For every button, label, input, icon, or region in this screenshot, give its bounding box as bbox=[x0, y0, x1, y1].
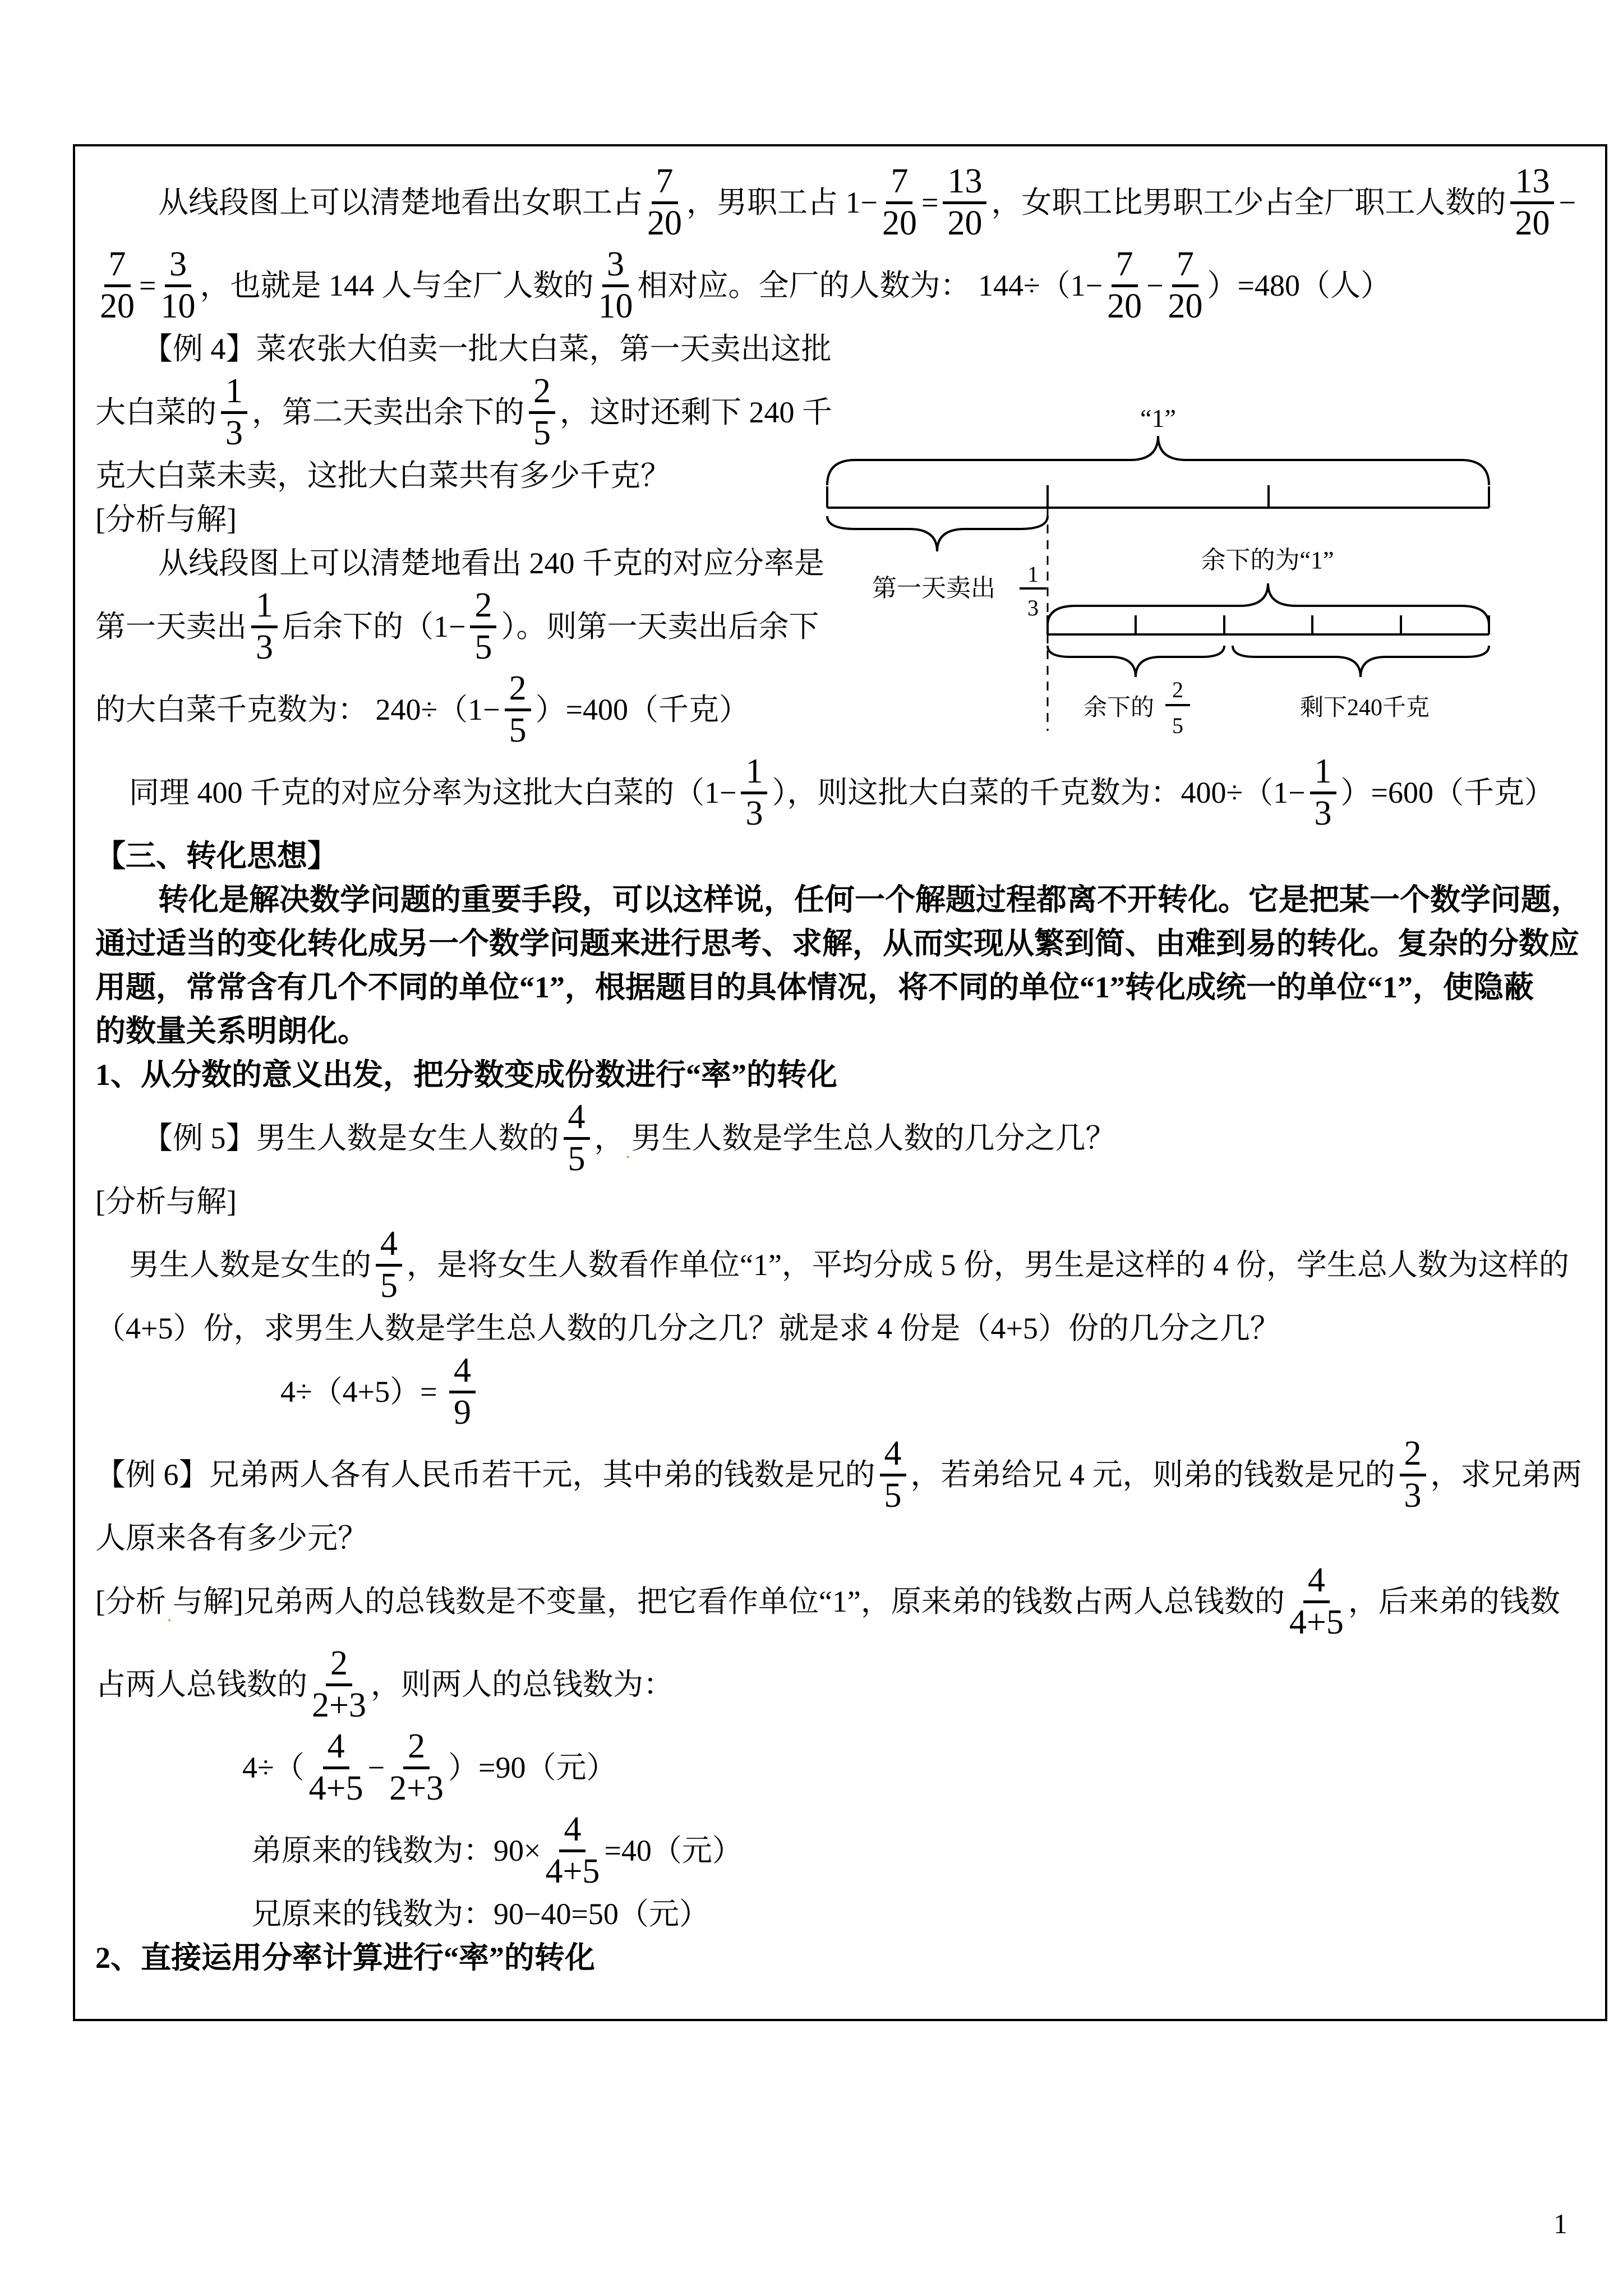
text-run: 与解]兄弟两人的总钱数是不变量，把它看作单位“1”，原来弟的钱数占两人总钱数的 bbox=[172, 1584, 1285, 1618]
text-run: ）。则第一天卖出后余下 bbox=[501, 609, 819, 643]
fraction-denominator: 3 bbox=[225, 414, 243, 452]
fraction bbox=[1107, 246, 1142, 325]
fraction-denominator: 20 bbox=[1107, 287, 1142, 325]
text-run: 【三、转化思想】 bbox=[95, 839, 338, 873]
line-analysis4-4 bbox=[95, 751, 1585, 834]
text-run: 相对应。全厂的人数为： 144÷（1− bbox=[637, 268, 1103, 302]
fraction-denominator: 10 bbox=[598, 287, 633, 325]
segment-line-total bbox=[827, 485, 1489, 508]
fraction-numerator: 7 bbox=[652, 163, 678, 204]
fraction bbox=[647, 163, 682, 242]
text-run: 兄原来的钱数为：90−40=50（元） bbox=[251, 1897, 709, 1931]
text-run: 克大白菜未卖，这批大白菜共有多少千克？ bbox=[95, 458, 671, 493]
fraction-denominator: 5 bbox=[568, 1140, 585, 1178]
diagram-day1-label: 第一天卖出 bbox=[872, 574, 995, 602]
line-subsection1-title bbox=[95, 1053, 1585, 1097]
text-run: ）=600（千克） bbox=[1340, 775, 1555, 809]
text-run: ，求兄弟两 bbox=[1430, 1457, 1582, 1492]
text-run: 男生人数是学生总人数的几分之几？ bbox=[631, 1121, 1116, 1155]
text-run: 【例 6】兄弟两人各有人民币若干元，其中弟的钱数是兄的 bbox=[95, 1457, 875, 1492]
fraction-numerator: 4 bbox=[564, 1099, 590, 1140]
line-section3-p2 bbox=[95, 922, 1585, 965]
text-run: ），则这批大白菜的千克数为：400÷（1− bbox=[772, 775, 1306, 809]
fraction-denominator: 20 bbox=[100, 287, 135, 325]
fraction-denominator: 5 bbox=[509, 711, 527, 749]
text-run: ，是将女生人数看作单位“1”，平均分成 5 份，男生是这样的 4 份，学生总人数为这样的 bbox=[407, 1248, 1569, 1282]
line-factory-2 bbox=[95, 244, 1585, 327]
text-run: 用题，常常含有几个不同的单位“1”，根据题目的具体情况，将不同的单位“1”转化成统一的单位“1”，使隐蔽 bbox=[95, 970, 1534, 1004]
fraction-denominator: 3 bbox=[1314, 794, 1332, 832]
fraction-denominator: 5 bbox=[884, 1476, 902, 1515]
fraction-numerator: 1 bbox=[221, 373, 247, 414]
text-run: 的数量关系明朗化。 bbox=[95, 1014, 368, 1048]
fraction bbox=[598, 246, 633, 325]
text-run: − bbox=[367, 1750, 385, 1784]
fraction-denominator: 20 bbox=[882, 204, 917, 242]
fraction-numerator: 13 bbox=[943, 163, 986, 204]
text-run: 4÷（ bbox=[242, 1750, 305, 1784]
text-run: 从线段图上可以清楚地看出 240 千克的对应分率是 bbox=[158, 546, 824, 580]
text-run: 弟原来的钱数为：90× bbox=[251, 1833, 541, 1867]
text-run: ， bbox=[594, 1121, 625, 1155]
fraction-numerator: 2 bbox=[326, 1645, 352, 1686]
text-run: ）=90（元） bbox=[448, 1750, 617, 1784]
fraction bbox=[1400, 1435, 1426, 1514]
fraction-numerator: 4 bbox=[449, 1352, 476, 1393]
fraction-numerator: 2 bbox=[1400, 1435, 1426, 1476]
spellcheck-artifact: . bbox=[625, 1141, 630, 1162]
line-analysis6-2 bbox=[95, 1643, 1585, 1726]
text-run: 转化是解决数学问题的重要手段，可以这样说，任何一个解题过程都离不开转化。它是把某一个数学问题， bbox=[158, 882, 1581, 917]
text-run: ，也就是 144 人与全厂人数的 bbox=[200, 268, 594, 302]
fraction-denominator: 4+5 bbox=[1289, 1603, 1344, 1641]
diagram-remain-label: 余下的 bbox=[1083, 695, 1155, 721]
text-run: = bbox=[139, 268, 156, 302]
text-run: − bbox=[1559, 185, 1576, 219]
line-analysis6-eq3 bbox=[95, 1892, 1585, 1936]
fraction-denominator: 3 bbox=[745, 794, 763, 832]
line-section3-p3 bbox=[95, 965, 1585, 1009]
text-run: ，第二天卖出余下的 bbox=[252, 395, 524, 429]
remain-fraction-denominator: 5 bbox=[1172, 713, 1183, 738]
fraction-numerator: 1 bbox=[1310, 753, 1336, 794]
diagram-remain-whole-label: 余下的为“1” bbox=[1201, 546, 1334, 574]
segment-line-remaining bbox=[1048, 615, 1489, 634]
text-run: 男生人数是女生的 bbox=[129, 1248, 371, 1282]
fraction bbox=[529, 373, 555, 452]
fraction-numerator: 1 bbox=[741, 753, 767, 794]
text-run: ，若弟给兄 4 元，则弟的钱数是兄的 bbox=[910, 1457, 1395, 1492]
fraction-denominator: 9 bbox=[454, 1393, 472, 1432]
fraction-denominator: 20 bbox=[1168, 287, 1203, 325]
fraction-numerator: 4 bbox=[376, 1226, 402, 1267]
fraction bbox=[470, 587, 496, 666]
text-run: ，则两人的总钱数为： bbox=[370, 1667, 674, 1701]
fraction-denominator: 5 bbox=[474, 628, 492, 666]
line-section3-title bbox=[95, 834, 1585, 878]
day1-fraction-numerator: 1 bbox=[1027, 562, 1039, 587]
text-run: （4+5）份，求男生人数是学生总人数的几分之几？就是求 4 份是（4+5）份的几分之几？ bbox=[95, 1311, 1280, 1345]
fraction bbox=[505, 670, 531, 749]
fraction bbox=[1168, 246, 1203, 325]
text-run: ，这时还剩下 240 千 bbox=[560, 395, 832, 429]
fraction bbox=[449, 1352, 476, 1431]
line-factory-1 bbox=[95, 161, 1585, 244]
fraction-denominator: 4+5 bbox=[545, 1852, 600, 1890]
text-run: ，男职工占 1− bbox=[686, 185, 878, 219]
fraction bbox=[309, 1728, 363, 1807]
line-analysis6-1 bbox=[95, 1560, 1585, 1643]
fraction bbox=[882, 163, 917, 242]
fraction bbox=[1289, 1562, 1344, 1641]
fraction bbox=[741, 753, 767, 832]
text-run: − bbox=[1146, 268, 1164, 302]
line-example5-title bbox=[95, 1097, 1585, 1180]
fraction-denominator: 3 bbox=[256, 628, 273, 666]
text-run: [分析与解] bbox=[95, 1184, 237, 1218]
fraction bbox=[100, 246, 135, 325]
brace-remain-whole bbox=[1048, 583, 1489, 625]
line-section3-p1 bbox=[95, 878, 1585, 922]
page-number: 1 bbox=[1553, 2208, 1567, 2239]
text-run: ）=400（千克） bbox=[535, 692, 750, 726]
text-run: [分析与解] bbox=[95, 502, 237, 536]
fraction bbox=[312, 1645, 366, 1724]
fraction-denominator: 20 bbox=[947, 204, 983, 242]
fraction-numerator: 3 bbox=[602, 246, 629, 287]
fraction-numerator: 4 bbox=[559, 1811, 585, 1852]
line-analysis5-2 bbox=[95, 1306, 1585, 1350]
text-run: 通过适当的变化转化成另一个数学问题来进行思考、求解，从而实现从繁到简、由难到易的转化。复杂的分数应 bbox=[95, 926, 1579, 960]
text-run: 同理 400 千克的对应分率为这批大白菜的（1− bbox=[129, 775, 737, 809]
brace-leftover bbox=[1233, 646, 1489, 677]
fraction-numerator: 4 bbox=[880, 1435, 906, 1476]
fraction bbox=[221, 373, 247, 452]
text-run: ）=480（人） bbox=[1207, 268, 1391, 302]
brace-whole bbox=[827, 436, 1489, 485]
fraction-numerator: 2 bbox=[529, 373, 555, 414]
fraction-denominator: 2+3 bbox=[312, 1686, 366, 1724]
fraction-numerator: 13 bbox=[1510, 163, 1554, 204]
fraction-denominator: 4+5 bbox=[308, 1769, 363, 1807]
text-run: 【例 4】菜农张大伯卖一批大白菜，第一天卖出这批 bbox=[142, 332, 832, 366]
fraction-numerator: 7 bbox=[1112, 246, 1138, 287]
text-run: 从线段图上可以清楚地看出女职工占 bbox=[158, 185, 643, 219]
line-subsection2-title bbox=[95, 1936, 1585, 1980]
fraction bbox=[943, 163, 986, 242]
fraction-numerator: 1 bbox=[251, 587, 278, 628]
fraction-numerator: 7 bbox=[886, 163, 912, 204]
line-example6-title bbox=[95, 1433, 1585, 1516]
fraction-denominator: 10 bbox=[160, 287, 196, 325]
line-analysis6-eq2 bbox=[95, 1809, 1585, 1892]
line-analysis5-eq bbox=[95, 1350, 1585, 1433]
fraction-denominator: 20 bbox=[1515, 204, 1550, 242]
fraction bbox=[160, 246, 195, 325]
diagram-leftover-label: 剩下240千克 bbox=[1300, 695, 1430, 721]
fraction-numerator: 2 bbox=[505, 670, 531, 711]
fraction bbox=[545, 1811, 600, 1890]
line-example4-title bbox=[95, 327, 1585, 371]
line-example6-2 bbox=[95, 1516, 1585, 1560]
content-table-cell bbox=[73, 144, 1607, 2021]
fraction-numerator: 2 bbox=[470, 587, 496, 628]
text-run: 的大白菜千克数为： 240÷（1− bbox=[95, 692, 500, 726]
fraction bbox=[376, 1226, 402, 1304]
fraction bbox=[251, 587, 278, 666]
fraction bbox=[389, 1728, 444, 1807]
fraction-numerator: 3 bbox=[165, 246, 191, 287]
text-run: 【例 5】男生人数是女生人数的 bbox=[142, 1121, 559, 1155]
fraction-numerator: 4 bbox=[323, 1728, 349, 1769]
text-run: 1、从分数的意义出发，把分数变成份数进行“率”的转化 bbox=[95, 1057, 837, 1092]
day1-fraction-denominator: 3 bbox=[1027, 595, 1039, 620]
fraction bbox=[880, 1435, 906, 1514]
segment-diagram bbox=[813, 401, 1514, 749]
text-run: 大白菜的 bbox=[95, 395, 216, 429]
text-run: = bbox=[921, 185, 939, 219]
line-analysis5-label bbox=[95, 1180, 1585, 1223]
fraction-denominator: 5 bbox=[533, 414, 551, 452]
line-analysis5-1 bbox=[95, 1223, 1585, 1306]
fraction-denominator: 2+3 bbox=[389, 1769, 444, 1807]
line-analysis6-eq1 bbox=[95, 1726, 1585, 1809]
fraction bbox=[1510, 163, 1554, 242]
text-run: 2、直接运用分率计算进行“率”的转化 bbox=[95, 1940, 595, 1975]
brace-remain-sold bbox=[1048, 646, 1224, 677]
spellcheck-artifact: . bbox=[167, 1604, 172, 1625]
remain-fraction-numerator: 2 bbox=[1172, 677, 1183, 702]
text-run: 第一天卖出 bbox=[95, 609, 247, 643]
text-run: 占两人总钱数的 bbox=[95, 1667, 307, 1701]
text-run: 后余下的（1− bbox=[282, 609, 466, 643]
fraction-numerator: 4 bbox=[1303, 1562, 1330, 1603]
fraction-denominator: 5 bbox=[380, 1267, 398, 1305]
fraction bbox=[1310, 753, 1336, 832]
text-run: ，女职工比男职工少占全厂职工人数的 bbox=[991, 185, 1506, 219]
fraction-numerator: 7 bbox=[1172, 246, 1198, 287]
fraction bbox=[564, 1099, 590, 1177]
fraction-denominator: 20 bbox=[647, 204, 682, 242]
line-section3-p4 bbox=[95, 1009, 1585, 1053]
text-run: =40（元） bbox=[604, 1833, 743, 1867]
fraction-numerator: 7 bbox=[104, 246, 131, 287]
text-run: 4÷（4+5）= bbox=[280, 1374, 445, 1409]
fraction-numerator: 2 bbox=[403, 1728, 430, 1769]
text-run: [分析 bbox=[95, 1584, 166, 1618]
text-run: ，后来弟的钱数 bbox=[1348, 1584, 1560, 1618]
fraction-denominator: 3 bbox=[1404, 1476, 1422, 1515]
text-run: 人原来各有多少元？ bbox=[95, 1521, 368, 1555]
brace-day1 bbox=[827, 516, 1048, 551]
diagram-whole-label: “1” bbox=[1140, 404, 1176, 432]
